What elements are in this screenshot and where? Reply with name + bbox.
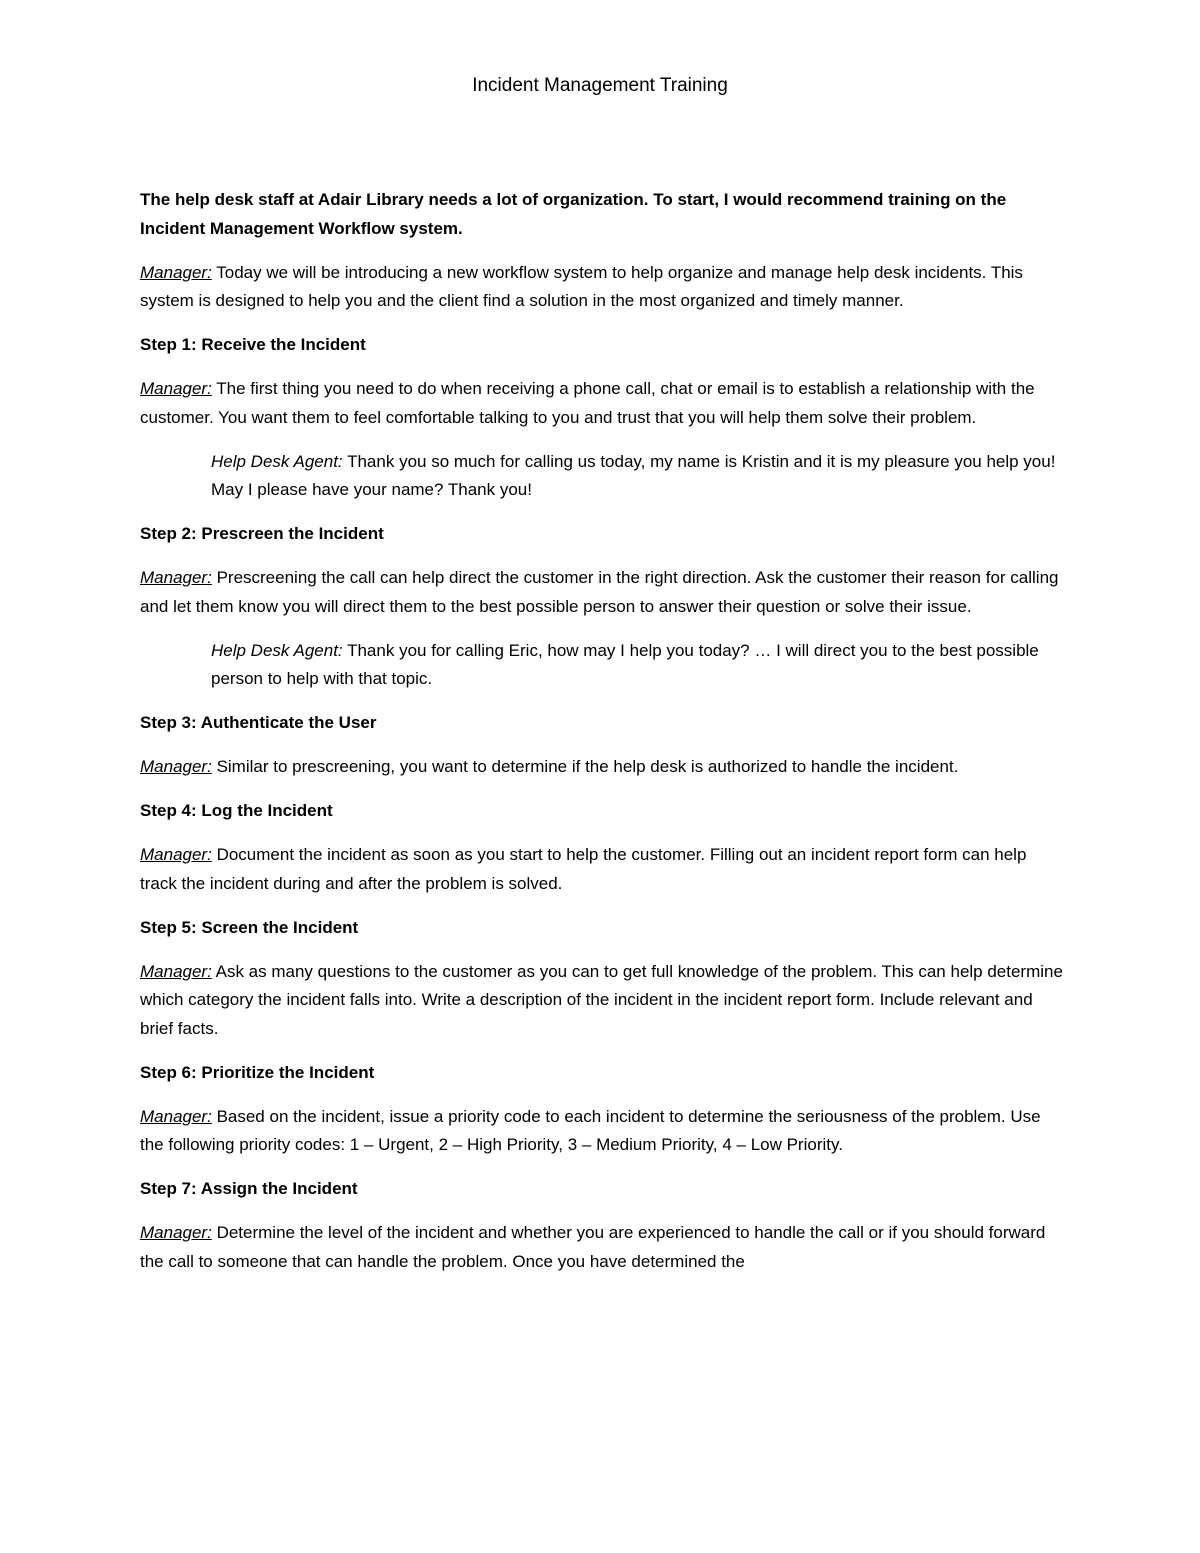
- step-manager-paragraph: [140, 753, 1065, 782]
- agent-text: Thank you so much for calling us today, my name is Kristin and it is my pleasure you help you! May I please have your name? Thank you!: [211, 451, 1056, 499]
- step-heading: Step 6: Prioritize the Incident: [140, 1062, 375, 1082]
- step-heading: Step 1: Receive the Incident: [140, 335, 366, 354]
- step-heading: Step 7: Assign the Incident: [140, 1179, 358, 1198]
- step-heading: Step 4: Log the Incident: [140, 801, 333, 820]
- step-agent-paragraph: [211, 637, 1065, 694]
- manager-label: Manager:: [140, 845, 212, 864]
- agent-label: Help Desk Agent:: [211, 451, 343, 471]
- step-manager-paragraph: [140, 1103, 1065, 1160]
- step-manager-paragraph: [140, 958, 1065, 1044]
- manager-label: Manager:: [140, 757, 212, 776]
- manager-label: Manager:: [140, 568, 212, 587]
- step-agent-paragraph: [211, 448, 1065, 505]
- manager-label: Manager:: [140, 1106, 212, 1126]
- manager-label: Manager:: [140, 262, 212, 282]
- manager-text: Document the incident as soon as you start to help the customer. Filling out an incident report form can help track the incident during and after the problem is solved.: [140, 845, 1027, 893]
- manager-label: Manager:: [140, 961, 212, 981]
- opening-manager-paragraph: [140, 259, 1065, 316]
- manager-text: Ask as many questions to the customer as you can to get full knowledge of the problem. This can help determine which category the incident falls into. Write a description of the incident in the incident report form. Include relevant and brief facts.: [140, 961, 1063, 1038]
- step-manager-paragraph: [140, 375, 1065, 432]
- manager-text: Similar to prescreening, you want to determine if the help desk is authorized to handle the incident.: [216, 757, 959, 776]
- step-heading: Step 2: Prescreen the Incident: [140, 524, 384, 543]
- step-manager-paragraph: [140, 841, 1065, 898]
- manager-label: Manager:: [140, 379, 212, 398]
- page-header: Incident Management Training: [472, 75, 728, 96]
- manager-text: Based on the incident, issue a priority code to each incident to determine the seriousness of the problem. Use the following priority codes: 1 – Urgent, 2 – High Priority, 3 – Medium Priority, 4 – Low Priority.: [140, 1106, 1041, 1154]
- agent-text: Thank you for calling Eric, how may I help you today? … I will direct you to the best possible person to help with that topic.: [211, 640, 1039, 688]
- step-manager-paragraph: [140, 1219, 1065, 1276]
- step-heading: Step 3: Authenticate the User: [140, 713, 377, 732]
- manager-text: Determine the level of the incident and whether you are experienced to handle the call or if you should forward the call to someone that can handle the problem. Once you have determined the: [140, 1223, 1046, 1271]
- step-heading: Step 5: Screen the Incident: [140, 917, 359, 937]
- agent-label: Help Desk Agent:: [211, 640, 343, 660]
- document-body: [140, 186, 1065, 1292]
- manager-text: Today we will be introducing a new workflow system to help organize and manage help desk incidents. This system is designed to help you and the client find a solution in the most organized and timely manner.: [140, 262, 1023, 310]
- intro-paragraph: The help desk staff at Adair Library needs a lot of organization. To start, I would recommend training on the Incident Management Workflow system.: [140, 190, 1007, 238]
- manager-text: The first thing you need to do when receiving a phone call, chat or email is to establish a relationship with the customer. You want them to feel comfortable talking to you and trust that you will help them solve their problem.: [140, 379, 1035, 427]
- step-manager-paragraph: [140, 564, 1065, 621]
- manager-label: Manager:: [140, 1223, 212, 1242]
- manager-text: Prescreening the call can help direct the customer in the right direction. Ask the customer their reason for calling and let them know you will direct them to the best possible person to answer their question or solve their issue.: [140, 568, 1059, 616]
